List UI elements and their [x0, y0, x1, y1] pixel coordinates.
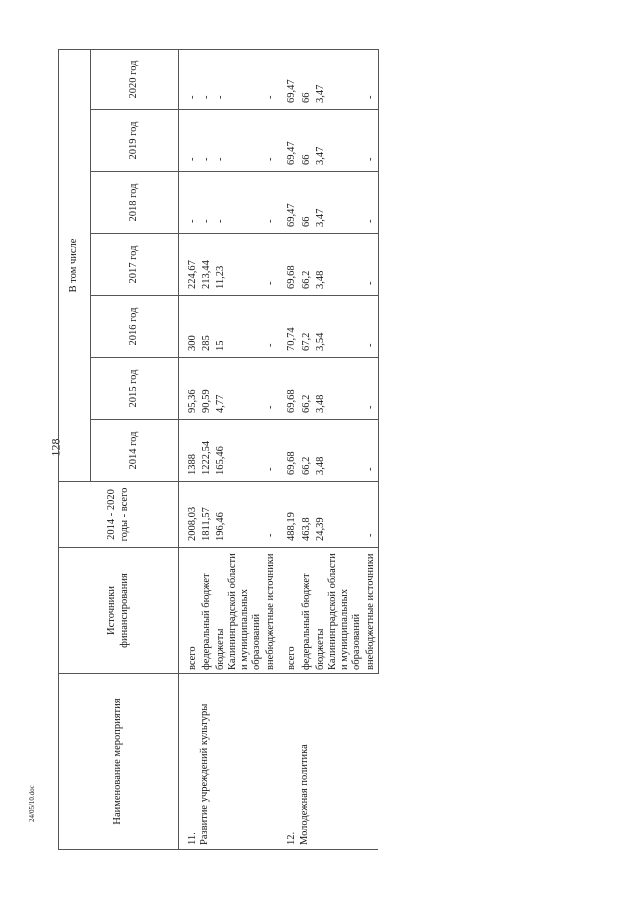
header-year: 2019 год — [91, 110, 179, 172]
year-value: - — [179, 110, 201, 172]
year-value: 66 — [300, 110, 314, 172]
year-value: 224,67 — [179, 234, 201, 296]
year-value: - — [264, 49, 278, 109]
year-value: - — [264, 172, 278, 234]
year-value: 66 — [300, 172, 314, 234]
year-value: - — [179, 49, 201, 109]
document-code: 24/05/10.doc — [28, 785, 36, 822]
header-event-name: Наименование мероприятия — [59, 674, 179, 850]
header-including: В том числе — [59, 49, 91, 481]
header-year: 2015 год — [91, 358, 179, 420]
year-value: 15 — [214, 296, 264, 358]
total-value: 2008,03 — [179, 482, 201, 548]
header-funding-source: Источники финансирования — [59, 548, 179, 674]
year-value: 11,23 — [214, 234, 264, 296]
total-value: 196,46 — [214, 482, 264, 548]
year-value: - — [200, 49, 214, 109]
year-value: 66,2 — [300, 234, 314, 296]
total-value: - — [364, 482, 379, 548]
year-value: - — [214, 49, 264, 109]
year-value: - — [364, 296, 379, 358]
event-name: Молодежная политика — [298, 744, 310, 845]
year-value: - — [264, 420, 278, 482]
year-value: 67,2 — [300, 296, 314, 358]
year-value: 300 — [179, 296, 201, 358]
year-value: 90,59 — [200, 358, 214, 420]
financing-table — [58, 49, 379, 850]
year-value: 1388 — [179, 420, 201, 482]
year-value: - — [364, 234, 379, 296]
year-value: 3,54 — [314, 296, 364, 358]
header-year: 2020 год — [91, 49, 179, 109]
year-value: - — [214, 172, 264, 234]
year-value: - — [264, 234, 278, 296]
header-year: 2014 год — [91, 420, 179, 482]
year-value: 69,68 — [278, 234, 299, 296]
year-value: 95,36 — [179, 358, 201, 420]
year-value: - — [364, 49, 379, 109]
year-value: - — [364, 420, 379, 482]
year-value: 69,47 — [278, 172, 299, 234]
rotated-table-container — [58, 50, 528, 850]
year-value: 1222,54 — [200, 420, 214, 482]
year-value: 3,47 — [314, 110, 364, 172]
year-value: 69,47 — [278, 110, 299, 172]
total-value: 463,8 — [300, 482, 314, 548]
year-value: 70,74 — [278, 296, 299, 358]
header-year: 2016 год — [91, 296, 179, 358]
total-value: - — [264, 482, 278, 548]
year-value: 285 — [200, 296, 214, 358]
year-value: 69,68 — [278, 358, 299, 420]
table-row — [179, 49, 201, 849]
year-value: 213,44 — [200, 234, 214, 296]
year-value: 3,47 — [314, 49, 364, 109]
event-cell — [278, 674, 378, 850]
year-value: - — [214, 110, 264, 172]
year-value: 4,77 — [214, 358, 264, 420]
funding-source: всего — [179, 548, 201, 674]
funding-source: федеральный бюджет — [300, 548, 314, 674]
funding-source: бюджеты Калининградской области и муниципальных образований — [214, 548, 264, 674]
year-value: - — [264, 296, 278, 358]
funding-source: всего — [278, 548, 299, 674]
event-cell — [179, 674, 279, 850]
total-value: 24,39 — [314, 482, 364, 548]
year-value: 3,48 — [314, 420, 364, 482]
year-value: - — [264, 358, 278, 420]
total-value: 488,19 — [278, 482, 299, 548]
year-value: 165,46 — [214, 420, 264, 482]
total-value: 1811,57 — [200, 482, 214, 548]
event-name: Развитие учреждений культуры — [199, 703, 211, 845]
year-value: - — [364, 358, 379, 420]
event-index: 11. — [187, 832, 198, 845]
year-value: 69,68 — [278, 420, 299, 482]
header-year: 2017 год — [91, 234, 179, 296]
year-value: 69,47 — [278, 49, 299, 109]
event-index: 12. — [286, 831, 298, 845]
year-value: 66,2 — [300, 358, 314, 420]
page-number: 128 — [48, 438, 63, 457]
year-value: 3,47 — [314, 172, 364, 234]
funding-source: внебюджетные источники — [364, 548, 379, 674]
year-value: 66,2 — [300, 420, 314, 482]
year-value: - — [200, 110, 214, 172]
year-value: - — [200, 172, 214, 234]
year-value: 3,48 — [314, 234, 364, 296]
header-total: 2014 - 2020 годы - всего — [59, 482, 179, 548]
funding-source: бюджеты Калининградской области и муниципальных образований — [314, 548, 364, 674]
year-value: - — [364, 110, 379, 172]
year-value: - — [179, 172, 201, 234]
table-row — [278, 49, 299, 849]
year-value: - — [364, 172, 379, 234]
funding-source: внебюджетные источники — [264, 548, 278, 674]
funding-source: федеральный бюджет — [200, 548, 214, 674]
year-value: 3,48 — [314, 358, 364, 420]
year-value: - — [264, 110, 278, 172]
year-value: 66 — [300, 49, 314, 109]
header-year: 2018 год — [91, 172, 179, 234]
